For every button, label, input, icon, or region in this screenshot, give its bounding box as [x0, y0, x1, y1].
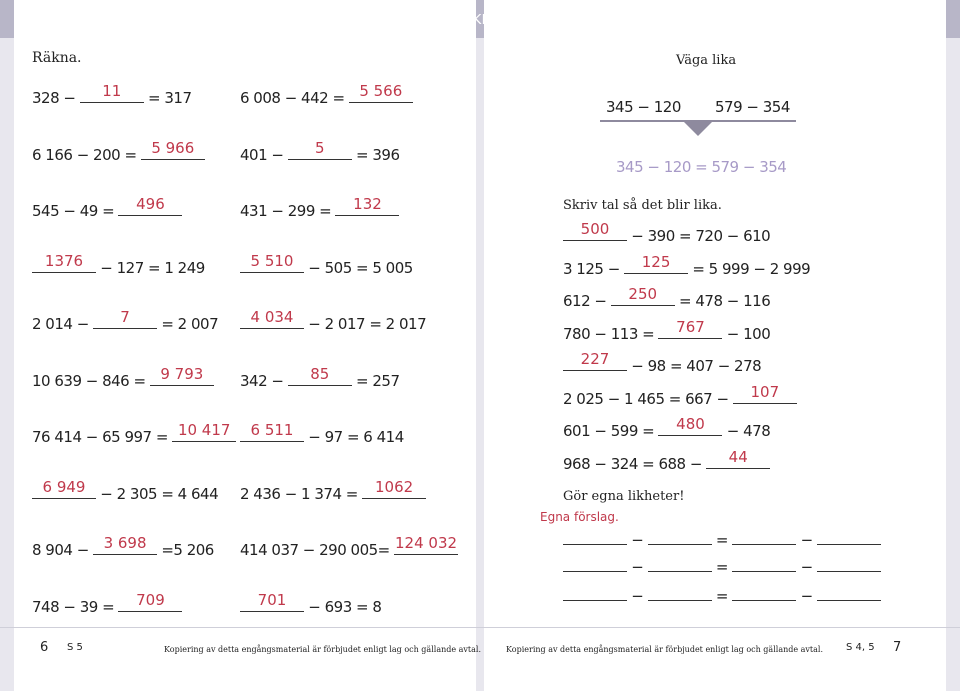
- answer-value: 44: [728, 447, 748, 466]
- equation-row: [32, 308, 219, 333]
- answer-blank: [658, 317, 722, 339]
- equation-row: [32, 477, 219, 503]
- equation-left-part: 6 166 − 200 =: [32, 145, 137, 164]
- equation-left-part: 8 904 −: [32, 541, 89, 559]
- equation-left-part: 2 436 − 1 374 =: [240, 484, 358, 503]
- own-operator: −: [631, 558, 644, 576]
- own-equation-row: [563, 557, 881, 576]
- equation-right-part: = 257: [356, 371, 400, 390]
- answer-value: 124 032: [395, 534, 458, 552]
- equation-right-part: − 100: [726, 324, 771, 343]
- equation-row: [563, 382, 797, 408]
- equation-row: [240, 195, 399, 220]
- balance-equation: 345 − 120 = 579 − 354: [616, 158, 787, 176]
- equation-left-part: 10 639 − 846 =: [32, 371, 146, 390]
- answer-blank: [349, 82, 413, 103]
- answer-blank: [624, 252, 688, 274]
- answer-value: 6 511: [250, 421, 294, 439]
- answer-blank: [335, 195, 399, 216]
- equation-right-part: − 693 = 8: [308, 597, 382, 616]
- answer-value: 132: [353, 195, 382, 213]
- equation-left-part: 6 008 − 442 =: [240, 89, 345, 107]
- own-equation-row: [563, 530, 881, 549]
- page-number-left: 6: [40, 640, 49, 655]
- header-suffix: FACIT: [641, 12, 688, 28]
- answer-value: 107: [750, 382, 780, 401]
- equation-left-part: 401 −: [240, 145, 284, 164]
- answer-value: 500: [580, 220, 610, 238]
- equation-row: [563, 447, 770, 473]
- answer-value: 7: [120, 308, 130, 326]
- answer-value: 1062: [375, 477, 414, 496]
- equation-left-part: 342 −: [240, 371, 284, 390]
- own-blank: [732, 586, 796, 601]
- equation-row: [240, 308, 427, 333]
- equation-row: [240, 82, 413, 107]
- equation-row: [563, 317, 771, 343]
- own-hint: Egna förslag.: [540, 510, 619, 524]
- equation-right-part: − 127 = 1 249: [100, 258, 205, 277]
- page-header: [0, 12, 960, 28]
- own-operator: −: [800, 587, 813, 605]
- own-operator: −: [800, 558, 813, 576]
- own-blank: [732, 530, 796, 545]
- equation-row: [240, 534, 458, 559]
- equation-left-part: 3 125 −: [563, 259, 620, 278]
- answer-blank: [288, 364, 352, 386]
- answer-blank: [362, 477, 426, 499]
- vaga-lika-title: Väga lika: [676, 53, 737, 68]
- own-blank: [563, 557, 627, 572]
- answer-blank: [172, 421, 236, 442]
- own-blank: [563, 586, 627, 601]
- equation-left-part: 601 − 599 =: [563, 422, 655, 440]
- equation-right-part: = 2 007: [161, 315, 219, 333]
- header-sep1: —: [387, 13, 402, 28]
- own-title: Gör egna likheter!: [563, 489, 685, 504]
- equation-row: [32, 534, 214, 559]
- balance-fulcrum-icon: [684, 122, 712, 136]
- equation-left-part: 545 − 49 =: [32, 202, 115, 220]
- answer-blank: [141, 138, 205, 160]
- own-operator: −: [800, 531, 813, 549]
- answer-blank: [240, 251, 304, 273]
- answer-blank: [240, 308, 304, 329]
- equation-row: [563, 220, 771, 245]
- equation-row: [563, 350, 762, 375]
- answer-blank: [288, 138, 352, 160]
- header-sep2: —: [624, 13, 638, 28]
- balance-left: 345 − 120: [606, 98, 681, 116]
- equation-left-part: 748 − 39 =: [32, 597, 115, 616]
- answer-value: 767: [676, 317, 705, 336]
- own-operator: =: [715, 558, 728, 576]
- own-equation-row: [563, 586, 881, 605]
- equation-row: [240, 421, 404, 446]
- equation-right-part: = 317: [148, 89, 192, 107]
- equation-row: [32, 82, 192, 107]
- equation-right-part: = 396: [356, 145, 400, 164]
- equation-row: [563, 415, 771, 440]
- own-blank: [648, 557, 712, 572]
- own-operator: =: [715, 587, 728, 605]
- answer-blank: [93, 308, 157, 329]
- equation-right-part: − 98 = 407 − 278: [631, 357, 762, 375]
- instruction-rakna: Räkna.: [32, 50, 82, 66]
- answer-blank: [563, 350, 627, 371]
- answer-value: 496: [136, 195, 165, 213]
- equation-right-part: − 2 305 = 4 644: [100, 484, 219, 503]
- answer-blank: [611, 285, 675, 306]
- header-subject: MATTECIRKELN SUBTRAKTION 2: [405, 13, 620, 28]
- equation-left-part: 414 037 − 290 005=: [240, 541, 390, 559]
- equation-row: [32, 195, 182, 220]
- own-blank: [732, 557, 796, 572]
- answer-value: 1376: [44, 251, 84, 270]
- answer-value: 5 966: [151, 138, 195, 157]
- equation-left-part: 968 − 324 = 688 −: [563, 454, 702, 473]
- equation-row: [32, 590, 182, 616]
- balance-scale: [560, 96, 800, 146]
- answer-blank: [706, 447, 770, 469]
- answer-value: 9 793: [160, 364, 204, 383]
- own-blank: [817, 557, 881, 572]
- code-left: S 5: [67, 642, 83, 653]
- own-blank: [817, 530, 881, 545]
- answer-value: 11: [102, 82, 122, 100]
- balance-right: 579 − 354: [715, 98, 790, 116]
- equation-right-part: − 97 = 6 414: [308, 428, 404, 446]
- answer-value: 709: [136, 590, 165, 609]
- equation-row: [240, 590, 382, 616]
- equation-row: [240, 251, 413, 277]
- answer-blank: [240, 590, 304, 612]
- equation-row: [240, 477, 426, 503]
- equation-row: [240, 138, 400, 164]
- equation-row: [32, 138, 205, 164]
- own-operator: =: [715, 531, 728, 549]
- answer-value: 6 949: [42, 477, 86, 496]
- equation-row: [32, 421, 236, 446]
- answer-value: 480: [676, 415, 705, 433]
- answer-blank: [733, 382, 797, 404]
- own-blank: [817, 586, 881, 601]
- equation-row: [32, 251, 205, 277]
- answer-value: 5: [314, 138, 325, 157]
- answer-value: 701: [257, 590, 287, 609]
- equation-left-part: 780 − 113 =: [563, 324, 655, 343]
- equation-left-part: 2 014 −: [32, 315, 89, 333]
- equation-row: [563, 285, 771, 310]
- answer-blank: [394, 534, 458, 555]
- answer-blank: [150, 364, 214, 386]
- answer-blank: [240, 421, 304, 442]
- answer-blank: [32, 477, 96, 499]
- answer-blank: [658, 415, 722, 436]
- answer-value: 227: [580, 350, 610, 368]
- equation-right-part: − 505 = 5 005: [308, 258, 413, 277]
- equation-left-part: 431 − 299 =: [240, 202, 332, 220]
- answer-blank: [93, 534, 157, 555]
- answer-blank: [563, 220, 627, 241]
- equation-right-part: =5 206: [161, 541, 214, 559]
- equation-right-part: − 390 = 720 − 610: [631, 227, 771, 245]
- answer-value: 250: [628, 285, 658, 303]
- own-operator: −: [631, 531, 644, 549]
- equation-left-part: 612 −: [563, 292, 607, 310]
- equation-left-part: 2 025 − 1 465 = 667 −: [563, 389, 729, 408]
- equation-row: [32, 364, 214, 390]
- answer-value: 85: [310, 364, 330, 383]
- page-number-right: 7: [893, 640, 902, 655]
- equation-row: [240, 364, 400, 390]
- equation-right-part: − 478: [726, 422, 771, 440]
- own-blank: [648, 530, 712, 545]
- equation-right-part: = 478 − 116: [679, 292, 771, 310]
- copyright-right: Kopiering av detta engångsmaterial är förbjudet enligt lag och gällande avtal.: [506, 645, 824, 654]
- equation-left-part: 76 414 − 65 997 =: [32, 428, 168, 446]
- answer-blank: [80, 82, 144, 103]
- answer-value: 5 510: [250, 251, 294, 270]
- answer-value: 125: [641, 252, 671, 271]
- answer-blank: [32, 251, 96, 273]
- equation-right-part: = 5 999 − 2 999: [692, 259, 811, 278]
- answer-blank: [118, 195, 182, 216]
- answer-value: 4 034: [250, 308, 294, 326]
- answer-value: 10 417: [177, 421, 231, 439]
- equation-right-part: − 2 017 = 2 017: [308, 315, 427, 333]
- instruction-skriv: Skriv tal så det blir lika.: [563, 198, 722, 213]
- header-brand: KLASSRESAN: [272, 12, 379, 28]
- code-right: S 4, 5: [846, 642, 875, 653]
- own-blank: [563, 530, 627, 545]
- equation-left-part: 328 −: [32, 89, 76, 107]
- answer-value: 5 566: [359, 82, 403, 100]
- answer-blank: [118, 590, 182, 612]
- equation-row: [563, 252, 811, 278]
- answer-value: 3 698: [103, 534, 147, 552]
- own-blank: [648, 586, 712, 601]
- copyright-left: Kopiering av detta engångsmaterial är förbjudet enligt lag och gällande avtal.: [164, 645, 482, 654]
- own-operator: −: [631, 587, 644, 605]
